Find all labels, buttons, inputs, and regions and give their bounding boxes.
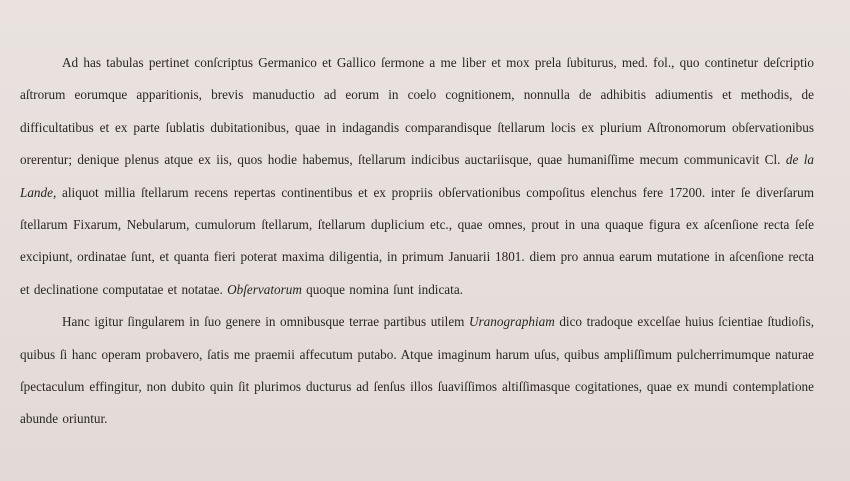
- p1-segment-1: Ad has tabulas pertinet conſcriptus Germanico et Gallico ſermone a me liber et mox prela ſubiturus, med. fol., quo continetur deſcriptio aſtrorum eorumque apparitionis, brevis manuductio ad eorum in coelo cognitionem, nonnulla de adhibitis adiumentis et methodis, de difficultatibus et ex parte ſublatis dubitationibus, quae in indagandis comparandisque ſtellarum locis ex plurium Aſtronomorum obſervationibus orerentur; denique plenus atque ex iis, quos hodie habemus, ſtellarum indicibus auctariisque, quae humaniſſime mecum communicavit Cl.: [20, 55, 814, 168]
- p1-segment-5: quoque nomina ſunt indicata.: [301, 281, 463, 297]
- p1-author-name: de la Lande: [20, 152, 814, 200]
- p2-uranographiam: Uranographiam: [469, 314, 555, 330]
- text-block: [20, 47, 814, 436]
- paragraph-2: [20, 306, 814, 436]
- p2-segment-1: Hanc igitur ſingularem in ſuo genere in omnibusque terrae partibus utilem: [62, 314, 470, 330]
- paragraph-1: [20, 47, 814, 306]
- p2-segment-3: dico tradoque excelſae huius ſcientiae ſtudioſis, quibus ſi hanc operam probavero, ſatis me praemii affecutum putabo. Atque imaginum harum uſus, quibus ampliſſimum pulcherrimumque naturae ſpectaculum effingitur, non dubito quin ſit plurimos ducturus ad ſenſus illos ſuaviſſimos altiſſimasque cogitationes, quae ex mundi contemplatione abunde oriuntur.: [20, 314, 814, 427]
- p1-observatorum: Obſervatorum: [227, 281, 302, 297]
- p1-segment-3: , aliquot millia ſtellarum recens repertas continentibus et ex propriis obſervationibus compoſitus elenchus fere 17200. inter ſe diverſarum ſtellarum Fixarum, Nebularum, cumulorum ſtellarum, ſtellarum duplicium etc., quae omnes, prout in una quaque figura ex aſcenſione recta ſeſe excipiunt, ordinatae ſunt, et quanta fieri poterat maxima diligentia, in primum Januarii 1801. diem pro annua earum mutatione in aſcenſione recta et declinatione computatae et notatae.: [20, 184, 814, 297]
